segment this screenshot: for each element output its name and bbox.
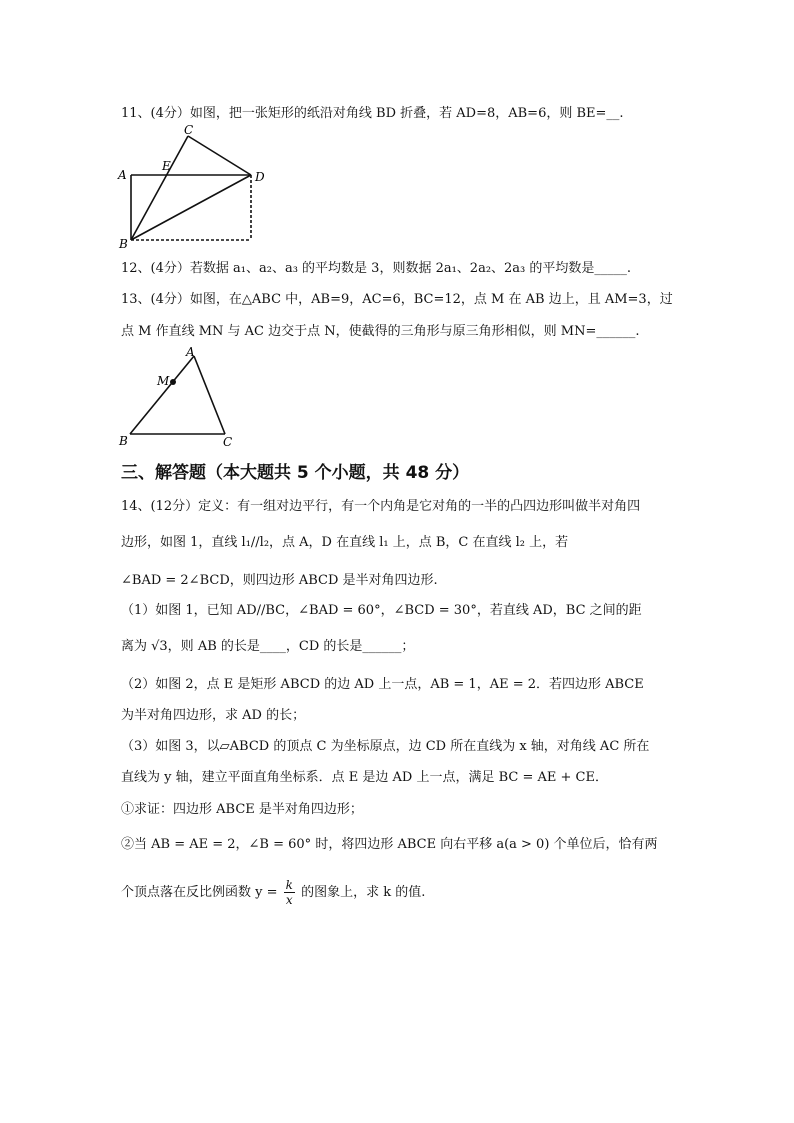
label-B: B [119,237,128,249]
label-M: M [157,374,170,388]
question-14-part-1a: （1）如图 1，已知 AD//BC，∠BAD = 60°，∠BCD = 30°，若直线 AD，BC 之间的距 [121,603,642,618]
fraction-denominator: x [285,893,293,907]
label-E: E [162,159,171,173]
question-14-line-2: 边形，如图 1，直线 l₁//l₂，点 A，D 在直线 l₁ 上，点 B，C 在直线 l₂ 上，若 [121,535,569,550]
question-14-part-2b: 为半对角四边形，求 AD 的长； [121,708,306,723]
fraction-numerator: k [285,878,293,892]
label-D: D [255,170,265,184]
question-14-part-3c: ①求证：四边形 ABCE 是半对角四边形； [121,802,363,817]
question-14-part-3a: （3）如图 3，以▱ABCD 的顶点 C 为坐标原点，边 CD 所在直线为 x 轴，对角线 AC 所在 [121,739,650,754]
figure-folded-rectangle [116,124,276,249]
fraction-k-over-x [284,878,295,907]
question-14-line-3: ∠BAD = 2∠BCD，则四边形 ABCD 是半对角四边形. [121,573,438,588]
label-C: C [184,124,194,137]
question-14-part-3b: 直线为 y 轴，建立平面直角坐标系．点 E 是边 AD 上一点，满足 BC = AE + CE． [121,770,608,785]
question-14-part-3e [121,876,425,910]
question-12-text: 12、(4分）若数据 a₁、a₂、a₃ 的平均数是 3，则数据 2a₁、2a₂、2a₃ 的平均数是_____. [121,261,632,276]
label-A: A [118,168,127,182]
point-M [170,379,176,385]
question-13-line-2: 点 M 作直线 MN 与 AC 边交于点 N，使截得的三角形与原三角形相似，则 MN=______. [121,324,640,339]
question-11-text: 11、(4分）如图，把一张矩形的纸沿对角线 BD 折叠，若 AD=8，AB=6，则 BE=__. [121,106,624,121]
part-3e-text-after: 的图象上，求 k 的值. [301,885,426,900]
label-C: C [223,435,233,449]
question-14-line-1: 14、(12分）定义：有一组对边平行，有一个内角是它对角的一半的凸四边形叫做半对角四 [121,499,641,514]
section-heading: 三、解答题（本大题共 5 个小题，共 48 分） [121,463,470,483]
label-B: B [119,434,128,448]
question-13-line-1: 13、(4分）如图，在△ABC 中，AB=9，AC=6，BC=12，点 M 在 AB 边上，且 AM=3，过 [121,292,673,307]
part-3e-text-before: 个顶点落在反比例函数 y = [121,885,278,900]
label-A: A [186,345,195,359]
figure-triangle-abc [116,342,246,450]
question-14-part-1b: 离为 √3，则 AB 的长是____，CD 的长是______； [121,639,415,654]
question-14-part-2a: （2）如图 2，点 E 是矩形 ABCD 的边 AD 上一点，AB = 1，AE = 2．若四边形 ABCE [121,677,644,692]
question-14-part-3d: ②当 AB = AE = 2，∠B = 60° 时，将四边形 ABCE 向右平移 a(a > 0) 个单位后，恰有两 [121,837,658,852]
